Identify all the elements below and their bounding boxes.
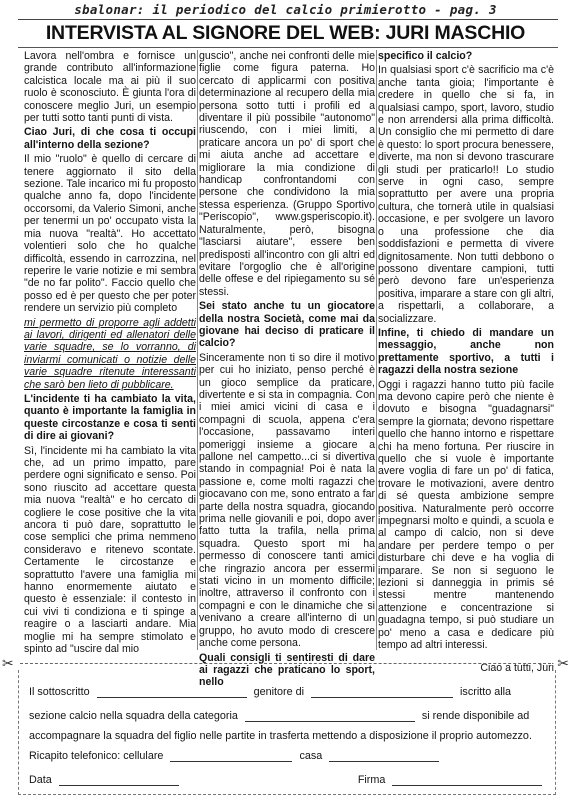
highlighted-paragraph: mi permetto di proporre agli addetti ai lavori, dirigenti ed allenatori delle varie squadre, se lo vorranno, di inviarmi comunicati o notizie delle varie squadre ritenute interessanti che sarò ben lieto di pubblicare. — [24, 316, 196, 391]
interview-question: Ciao Juri, di che cosa ti occupi all'interno della sezione? — [24, 126, 196, 151]
interview-question: specifico il calcio? — [378, 50, 473, 62]
article-column-1 — [24, 50, 196, 656]
dashed-cut-line — [20, 663, 551, 664]
answer-paragraph: Sì, l'incidente mi ha cambiato la vita che, ad un primo impatto, pare perdere ogni significato e senso. Poi sono riuscito ad accettare questa mia nuova "realtà" e ho cercato di cogliere le cose positive che la vita ancora ti può dare, soprattutto le cose semplici che prima nemmeno consideravo e ritenevo scontate. Certamente le circostanze e soprattutto l'avere una famiglia mi hanno enormemente aiutato e questo è essenziale: il contesto in cui vivi ti condiziona e ti spinge a reagire o a lasciarti andare. Mia moglie mi ha sempre stimolato e spinto ad "uscire dal mio — [24, 444, 196, 656]
label-firma: Firma — [357, 774, 386, 786]
form-row-statement — [29, 730, 545, 742]
form-row-name — [29, 686, 545, 698]
column-divider-2 — [376, 50, 377, 650]
answer-paragraph: Lavora nell'ombra e fornisce un grande contributo all'informazione calcistica locale ma ai più il suo ruolo è sconosciuto. È giunta l'ora di conoscere meglio Juri, un esempio per tutti sotto tanti punti di vista. — [24, 50, 196, 125]
field-categoria[interactable] — [245, 711, 415, 722]
field-data[interactable] — [59, 775, 179, 786]
label-cellulare: Ricapito telefonico: cellulare — [29, 750, 164, 762]
article-title: INTERVISTA AL SIGNORE DEL WEB: JURI MASCHIO — [45, 22, 526, 44]
field-casa[interactable] — [329, 751, 439, 762]
interview-question: Sei stato anche tu un giocatore della nostra Società, come mai da giovane hai deciso di praticare il calcio? — [199, 300, 375, 350]
page-header — [0, 0, 571, 20]
label-genitore: genitore di — [253, 686, 305, 698]
answer-paragraph: Il mio "ruolo" è quello di cercare di tenere aggiornato il sito della sezione. Tale incarico mi fu proposto qualche anno fa, dopo l'incidente occorsomi, da Valerio Simoni, anche per tenermi un po' occupato vista la mia nuova "realtà". Ho accettato volentieri solo che ho qualche difficoltà, essendo in carrozzina, nel reperire le varie notizie e mi sembra "de no far polito". Faccio quello che posso ed è per questo che per poter rendere un servizio più completo — [24, 153, 196, 315]
label-casa: casa — [299, 750, 323, 762]
volunteer-form — [18, 670, 556, 795]
interview-question: L'incidente ti ha cambiato la vita, quanto è importante la famiglia in queste circostanze e cosa ti senti di dire ai giovani? — [24, 392, 196, 443]
article-column-2 — [199, 50, 375, 689]
interview-question: Quali consigli ti sentiresti di dare ai ragazzi che praticano lo sport, nello — [199, 651, 375, 689]
form-row-category — [29, 710, 545, 722]
statement-text: accompagnare la squadra del figlio nelle partite in trasferta mettendo a disposizione il proprio automezzo. — [29, 730, 532, 742]
form-row-phone — [29, 750, 545, 762]
field-sottoscritto[interactable] — [97, 687, 247, 698]
header-divider — [18, 19, 558, 20]
field-cellulare[interactable] — [170, 751, 292, 762]
header-text: sbalonar: il periodico del calcio primierotto - pag. 3 — [74, 2, 497, 17]
answer-paragraph: Oggi i ragazzi hanno tutto più facile ma devono capire però che niente è dovuto e bisogna "guadagnarsi" sempre la giornata; devono rispettare quello che hanno intorno e rispettare chi ha meno fortuna. Per riuscire in quello che si vuole è importante avere voglia di fare un po' di fatica, trovare le motivazioni, avere dentro di sé questa ambizione sempre positiva. Naturalmente però occorre impegnarsi molto e quindi, a scuola e al campo di calcio, non si deve andare per perdere tempo o per disturbare chi deve e ha voglia di imparare. Se non si seguono le lezioni si danneggia in primis sé stessi mentre mantenendo attenzione e concentrazione si guadagna tempo, si può studiare un po' meno a casa e dedicare più tempo ad altri interessi. — [378, 378, 554, 652]
column-divider-1 — [197, 50, 198, 650]
label-data: Data — [29, 774, 52, 786]
cut-line — [0, 657, 571, 671]
title-divider — [18, 47, 558, 48]
scissors-icon: ✂ — [557, 655, 569, 671]
answer-paragraph: In qualsiasi sport c'è sacrificio ma c'è anche tanta gioia; l'importante è credere in quello che si fa, in qualsiasi campo, sport, lavoro, studio e non arrendersi alla prima difficoltà. Un consiglio che mi permetto di dare è questo: lo sport procura benessere, diverte, ma non si devono trascurare gli studi per praticarlo!! Lo studio serve in ogni caso, sempre soprattutto per avere una propria cultura, che tornerà utile in qualsiasi occasione, e per svolgere un lavoro o una professione che dia soddisfazioni e permetta di vivere dignitosamente. Non tutti debbono o possono diventare campioni, tutti però devono fare un'esperienza positiva, imparare a stare con gli altri, a rispettarli, a collaborare, a socializzare. — [378, 64, 554, 325]
label-categoria: sezione calcio nella squadra della categoria — [29, 710, 238, 722]
scissors-icon: ✂ — [2, 655, 14, 671]
field-genitore[interactable] — [311, 687, 453, 698]
answer-paragraph: guscio", anche nei confronti delle mie figlie come figura paterna. Ho cercato di applicarmi con positiva determinazione al recupero della mia persona sotto tutti i profili ed a diventare il più possibile "autonomo" riuscendo, con i miei limiti, a praticare ancora un po' di sport che mi aiuta anche ad accettare e migliorare la mia condizione di handicap confrontandomi con persone che condividono la mia stessa esperienza. (Gruppo Sportivo "Periscopio", www.gsperiscopio.it). Naturalmente, però, bisogna "lasciarsi aiutare", essere ben predisposti all'incontro con gli altri ed evitare l'orgoglio che è all'origine delle offese e del ripiegamento su sé stessi. — [199, 50, 375, 298]
signature-line: Ciao a tutti, Juri — [480, 661, 554, 674]
label-sottoscritto: Il sottoscritto — [29, 686, 90, 698]
label-iscritto: iscritto alla — [460, 686, 512, 698]
article-column-3 — [378, 50, 554, 674]
field-firma[interactable] — [392, 775, 542, 786]
answer-paragraph: Sinceramente non ti so dire il motivo per cui ho iniziato, penso perché è un gioco semplice da praticare, divertente e si sta in compagnia. Con i miei amici vicini di casa e i compagni di scuola, appena c'era l'occasione, passavamo interi pomeriggi insieme a giocare a pallone nel campetto...ci si divertiva stando in compagnia! Poi è nata la passione e, come molti ragazzi che giocavano con me, sono entrato a far parte della nostra squadra, giocando prima nelle giovanili e poi, dopo aver fatto tutta la trafila, nella prima squadra. Questo sport mi ha permesso di conoscere tanti amici che ringrazio ancora per essermi stati vicino in un momento difficile; inoltre, attraverso il confronto con i compagni e con le dinamiche che si venivano a creare all'interno di un gruppo, ho avuto modo di crescere anche come persona. — [199, 351, 375, 650]
label-disponibile: si rende disponibile ad — [421, 710, 530, 722]
interview-question: Infine, ti chiedo di mandare un messaggio, anche non prettamente sportivo, a tutti i ragazzi della nostra sezione — [378, 326, 554, 377]
form-row-signature — [29, 774, 545, 786]
